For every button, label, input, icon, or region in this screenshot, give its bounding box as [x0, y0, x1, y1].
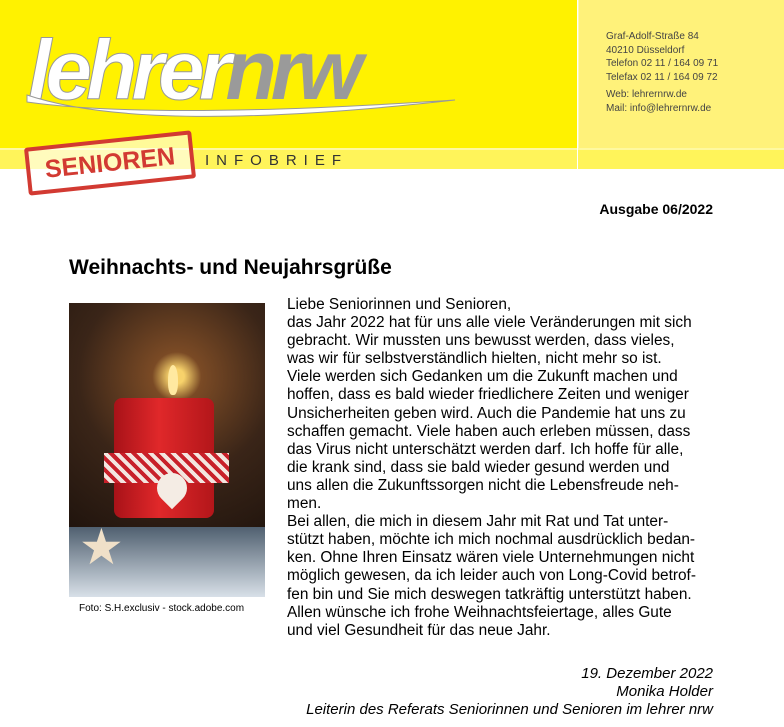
signature — [306, 665, 713, 719]
body-line: stützt haben, möchte ich mich nochmal ausdrücklich bedan- — [287, 531, 696, 549]
body-line: gebracht. Wir mussten uns bewusst werden, dass vieles, — [287, 332, 675, 350]
contact-panel-stripe — [578, 148, 784, 169]
mail: Mail: info@lehrernrw.de — [606, 102, 712, 114]
body-line: möglich gewesen, da ich leider auch von Long-Covid betrof- — [287, 567, 696, 585]
issue-number: Ausgabe 06/2022 — [599, 201, 713, 217]
body-line: men. — [287, 495, 322, 513]
body-line: uns allen die Zukunftssorgen nicht die Lebensfreude neh- — [287, 476, 679, 494]
flame — [168, 365, 178, 395]
web: Web: lehrernrw.de — [606, 89, 687, 100]
star-cookie: ★ — [79, 519, 124, 575]
logo-part2: nrw — [225, 23, 357, 117]
logo-part1: lehrer — [28, 23, 226, 117]
body-line: schaffen gemacht. Viele haben auch erleben müssen, dass — [287, 422, 691, 440]
article-body — [287, 296, 696, 640]
seniors-stamp: SENIOREN — [24, 130, 196, 195]
photo-caption: Foto: S.H.exclusiv - stock.adobe.com — [79, 603, 245, 614]
body-line: Bei allen, die mich in diesem Jahr mit Rat und Tat unter- — [287, 513, 669, 531]
fax: Telefax 02 11 / 164 09 72 — [606, 71, 718, 83]
body-line: und viel Gesundheit für das neue Jahr. — [287, 621, 551, 639]
signature-name: Monika Holder — [616, 683, 713, 700]
address-street: Graf-Adolf-Straße 84 — [606, 31, 699, 42]
body-line: Unsicherheiten geben wird. Auch die Pandemie hat uns zu — [287, 404, 686, 422]
body-line: Allen wünsche ich frohe Weihnachtsfeiertage, alles Gute — [287, 603, 672, 621]
body-line: fen bin und Sie mich deswegen tatkräftig unterstützt haben. — [287, 585, 692, 603]
body-line: ken. Ohne Ihren Einsatz wären viele Unternehmungen nicht — [287, 549, 695, 567]
signature-role: Leiterin des Referats Seniorinnen und Senioren im lehrer nrw — [306, 701, 713, 718]
body-line: hoffen, dass es bald wieder friedlichere Zeiten und weniger — [287, 386, 689, 404]
body-line: Liebe Seniorinnen und Senioren, — [287, 296, 512, 313]
logo-swoosh — [25, 90, 465, 130]
christmas-candle-photo — [69, 303, 265, 597]
body-line: das Jahr 2022 hat für uns alle viele Veränderungen mit sich — [287, 314, 692, 332]
body-line: die krank sind, dass sie bald wieder gesund werden und — [287, 458, 670, 476]
contact-info — [606, 30, 718, 115]
body-line: das Virus nicht unterschätzt werden darf. Ich hoffe für alle, — [287, 440, 684, 458]
newsletter-label: INFOBRIEF — [205, 152, 349, 169]
address-city: 40210 Düsseldorf — [606, 44, 685, 56]
signature-date: 19. Dezember 2022 — [581, 665, 713, 682]
phone: Telefon 02 11 / 164 09 71 — [606, 58, 719, 69]
body-line: Viele werden sich Gedanken um die Zukunft machen und — [287, 368, 678, 386]
article-title: Weihnachts- und Neujahrsgrüße — [69, 256, 392, 279]
body-line: was wir für selbstverständlich hielten, nicht mehr so ist. — [287, 350, 662, 368]
